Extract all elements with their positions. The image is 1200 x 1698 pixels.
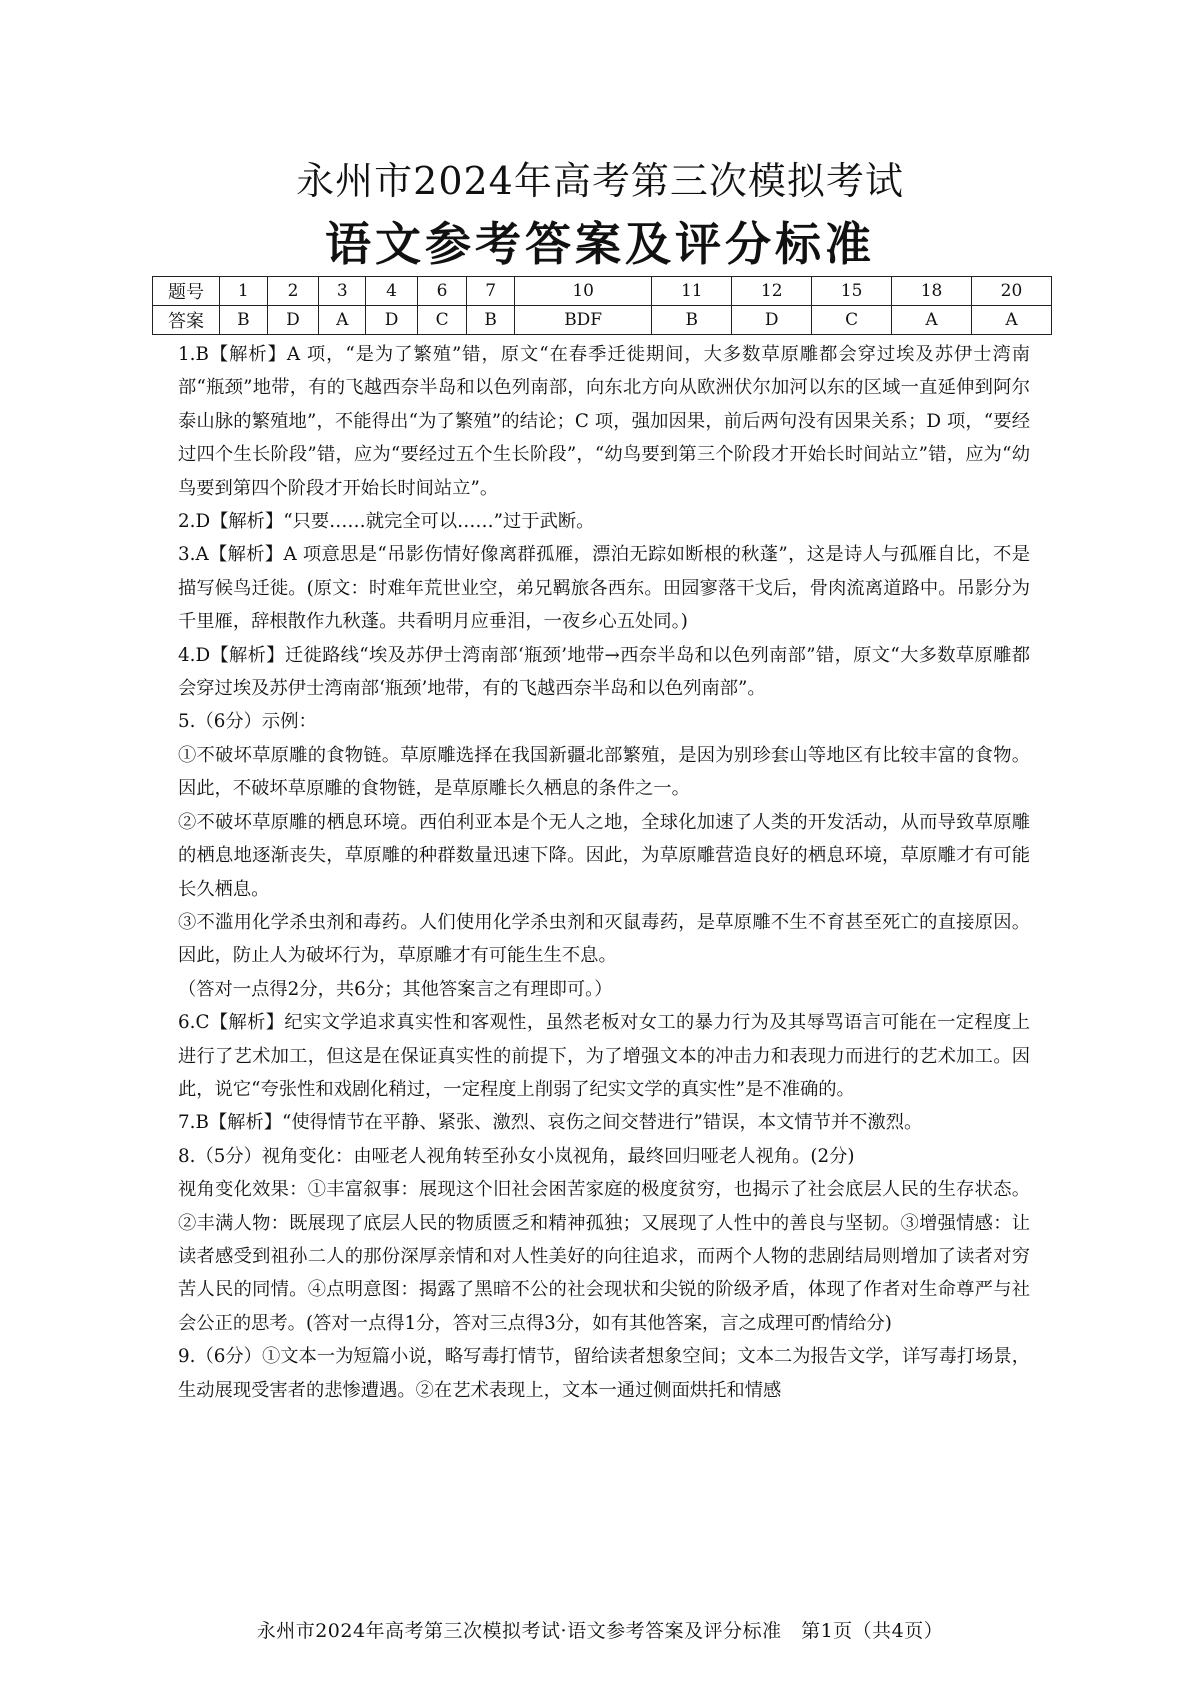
- question-number-row: [153, 277, 1052, 306]
- question-number: 12: [732, 277, 812, 306]
- explanation-q5-point3: ③不滥用化学杀虫剂和毒药。人们使用化学杀虫剂和灭鼠毒药，是草原雕不生不育甚至死亡的直接原因。因此，防止人为破坏行为，草原雕才有可能生生不息。: [178, 911, 1030, 967]
- answer-cell: C: [417, 306, 466, 335]
- explanations: [178, 338, 1030, 1407]
- question-number: 4: [366, 277, 418, 306]
- answer-cell: A: [892, 306, 972, 335]
- answer-cell: BDF: [514, 306, 651, 335]
- explanation-q3: 3.A【解析】A 项意思是“吊影伤情好像离群孤雁，漂泊无踪如断根的秋蓬”，这是诗人与孤雁自比，不是描写候鸟迁徙。(原文：时难年荒世业空，弟兄羁旅各西东。田园寥落干戈后，骨肉流离道路中。吊影分为千里雁，辞根散作九秋蓬。共看明月应垂泪，一夜乡心五处同。): [178, 544, 1030, 633]
- exam-title: 永州市2024年高考第三次模拟考试: [296, 159, 904, 203]
- answer-row-label: 答案: [153, 306, 220, 335]
- question-number: 10: [514, 277, 651, 306]
- question-number: 11: [652, 277, 732, 306]
- answer-cell: C: [812, 306, 892, 335]
- explanation-q5-header: 5.（6分）示例：: [178, 711, 317, 733]
- answer-cell: D: [732, 306, 812, 335]
- question-number: 1: [220, 277, 268, 306]
- question-number: 18: [892, 277, 972, 306]
- question-number: 7: [467, 277, 515, 306]
- explanation-q7: 7.B【解析】“使得情节在平静、紧张、激烈、哀伤之间交替进行”错误，本文情节并不激烈。: [178, 1112, 923, 1134]
- answer-cell: D: [366, 306, 418, 335]
- explanation-q5-scoring: （答对一点得2分，共6分；其他答案言之有理即可。）: [178, 978, 613, 1000]
- answer-cell: B: [220, 306, 268, 335]
- explanation-q1: 1.B【解析】A 项，“是为了繁殖”错，原文“在春季迁徙期间，大多数草原雕都会穿过埃及苏伊士湾南部“瓶颈”地带，有的飞越西奈半岛和以色列南部，向东北方向从欧洲伏尔加河以东的区域一直延伸到阿尔泰山脉的繁殖地”，不能得出“为了繁殖”的结论；C 项，强加因果，前后两句没有因果关系；D 项，“要经过四个生长阶段”错，应为“要经过五个生长阶段”，“幼鸟要到第三个阶段才开始长时间站立”错，应为“幼鸟要到第四个阶段才开始长时间站立”。: [178, 344, 1030, 499]
- answer-cell: A: [319, 306, 366, 335]
- question-number: 3: [319, 277, 366, 306]
- answer-cell: B: [652, 306, 732, 335]
- page-footer: 永州市2024年高考第三次模拟考试·语文参考答案及评分标准 第1页（共4页）: [256, 1620, 944, 1642]
- answer-table: [152, 276, 1052, 335]
- answer-row: [153, 306, 1052, 335]
- explanation-q8-effects: 视角变化效果：①丰富叙事：展现这个旧社会困苦家庭的极度贫穷，也揭示了社会底层人民的生存状态。②丰满人物：既展现了底层人民的物质匮乏和精神孤独；又展现了人性中的善良与坚韧。③增强情感：让读者感受到祖孙二人的那份深厚亲情和对人性美好的向往追求，而两个人物的悲剧结局则增加了读者对穷苦人民的同情。④点明意图：揭露了黑暗不公的社会现状和尖锐的阶级矛盾，体现了作者对生命尊严与社会公正的思考。(答对一点得1分，答对三点得3分，如有其他答案，言之成理可酌情给分): [178, 1179, 1030, 1334]
- explanation-q2: 2.D【解析】“只要……就完全可以……”过于武断。: [178, 511, 595, 533]
- question-row-label: 题号: [153, 277, 220, 306]
- answer-cell: D: [267, 306, 319, 335]
- question-number: 2: [267, 277, 319, 306]
- answer-cell: A: [971, 306, 1051, 335]
- answer-cell: B: [467, 306, 515, 335]
- explanation-q5-point1: ①不破坏草原雕的食物链。草原雕选择在我国新疆北部繁殖，是因为别珍套山等地区有比较丰富的食物。因此，不破坏草原雕的食物链，是草原雕长久栖息的条件之一。: [178, 744, 1030, 800]
- explanation-q4: 4.D【解析】迁徙路线“埃及苏伊士湾南部‘瓶颈’地带→西奈半岛和以色列南部”错，原文“大多数草原雕都会穿过埃及苏伊士湾南部‘瓶颈’地带，有的飞越西奈半岛和以色列南部”。: [178, 644, 1030, 700]
- explanation-q5-point2: ②不破坏草原雕的栖息环境。西伯利亚本是个无人之地，全球化加速了人类的开发活动，从而导致草原雕的栖息地逐渐丧失，草原雕的种群数量迅速下降。因此，为草原雕营造良好的栖息环境，草原雕才有可能长久栖息。: [178, 811, 1030, 900]
- explanation-q6: 6.C【解析】纪实文学追求真实性和客观性，虽然老板对女工的暴力行为及其辱骂语言可能在一定程度上进行了艺术加工，但这是在保证真实性的前提下，为了增强文本的冲击力和表现力而进行的艺术加工。因此，说它“夸张性和戏剧化稍过，一定程度上削弱了纪实文学的真实性”是不准确的。: [178, 1012, 1030, 1100]
- explanation-q9: 9.（6分）①文本一为短篇小说，略写毒打情节，留给读者想象空间；文本二为报告文学，详写毒打场景，生动展现受害者的悲惨遭遇。②在艺术表现上，文本一通过侧面烘托和情感: [178, 1346, 1030, 1401]
- answer-key-title: 语文参考答案及评分标准: [325, 217, 875, 271]
- explanation-q8-perspective: 8.（5分）视角变化：由哑老人视角转至孙女小岚视角，最终回归哑老人视角。(2分): [178, 1145, 855, 1167]
- question-number: 20: [971, 277, 1051, 306]
- question-number: 15: [812, 277, 892, 306]
- question-number: 6: [417, 277, 466, 306]
